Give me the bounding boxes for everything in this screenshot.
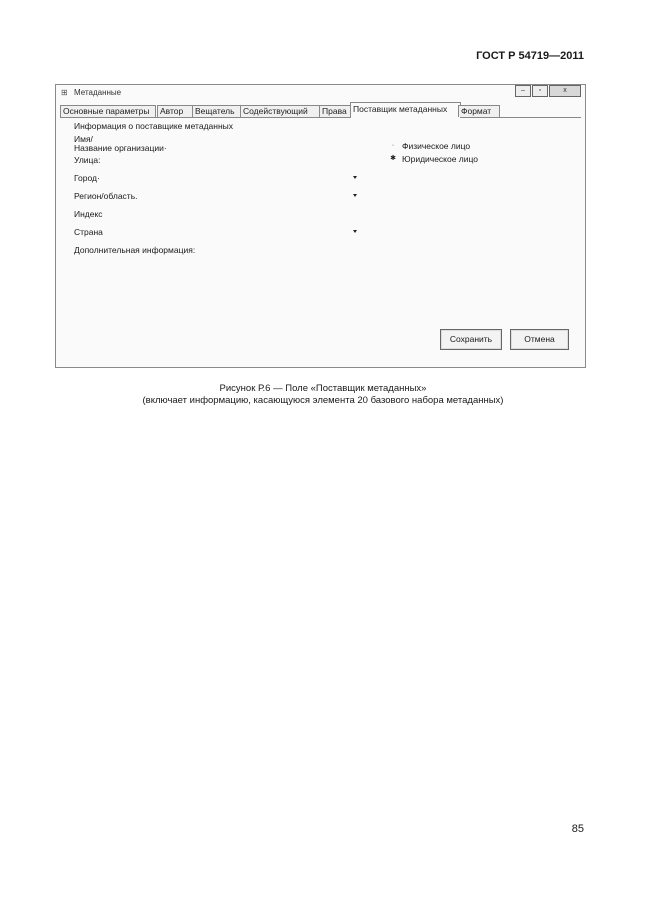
region-label: Регион/область. (74, 191, 138, 201)
titlebar (56, 85, 585, 101)
radio-legal-entity[interactable] (390, 154, 478, 164)
city-dropdown-arrow-icon[interactable] (353, 176, 357, 179)
figure-caption (0, 383, 646, 407)
name-label-line1: Имя/ (74, 134, 93, 144)
caption-line1: Рисунок Р.6 — Поле «Поставщик метаданных» (219, 383, 427, 394)
app-icon: ⊞ (61, 88, 68, 97)
tab-broadcaster[interactable]: Вещатель (192, 105, 242, 117)
country-dropdown-arrow-icon[interactable] (353, 230, 357, 233)
radio-empty-icon[interactable]: · (391, 142, 395, 149)
section-title: Информация о поставщике метаданных (74, 121, 234, 131)
radio-selected-icon[interactable]: ✱ (390, 155, 396, 162)
street-label: Улица: (74, 155, 101, 165)
page-number: 85 (571, 823, 584, 835)
country-label: Страна (74, 227, 103, 237)
window-controls (514, 85, 581, 97)
additional-info-label: Дополнительная информация: (74, 245, 196, 255)
tab-main-parameters[interactable]: Основные параметры (60, 105, 156, 117)
name-label-line2: Название организации· (74, 143, 167, 153)
window-title: Метаданные (74, 88, 122, 97)
tab-metadata-provider[interactable]: Поставщик метаданных (350, 102, 461, 118)
metadata-window (55, 84, 586, 368)
save-button[interactable]: Сохранить (440, 329, 502, 350)
region-dropdown-arrow-icon[interactable] (353, 194, 357, 197)
document-code: ГОСТ Р 54719—2011 (476, 50, 584, 62)
caption-line2: (включает информацию, касающуюся элемента 20 базового набора метаданных) (142, 395, 504, 406)
radio-legal-entity-label: Юридическое лицо (402, 154, 479, 164)
tab-format[interactable]: Формат (458, 105, 500, 117)
tab-contributor[interactable]: Содействующий (240, 105, 321, 117)
cancel-button[interactable]: Отмена (510, 329, 569, 350)
close-button[interactable]: x (549, 85, 581, 97)
name-label (74, 135, 167, 153)
tab-rights[interactable]: Права (319, 105, 352, 117)
radio-individual[interactable] (390, 141, 470, 151)
city-label: Город· (74, 173, 100, 183)
index-label: Индекс (74, 209, 103, 219)
minimize-button[interactable]: – (515, 85, 531, 97)
metadata-provider-panel (60, 117, 581, 363)
radio-individual-label: Физическое лицо (402, 141, 471, 151)
maximize-button[interactable]: ▫ (532, 85, 548, 97)
tab-bar (60, 102, 581, 118)
tab-author[interactable]: Автор (157, 105, 193, 117)
